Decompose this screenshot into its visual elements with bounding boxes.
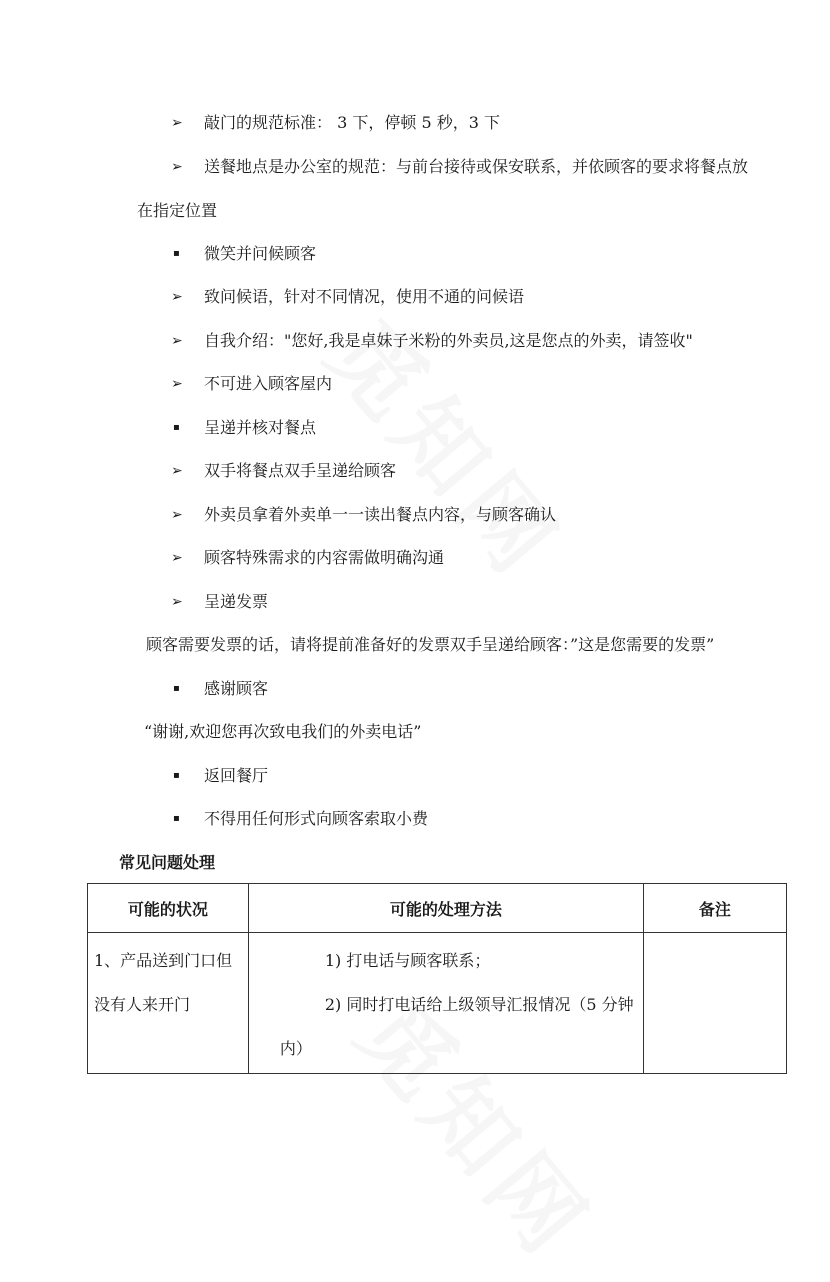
- table-cell: [88, 933, 249, 1074]
- list-item: 不得用任何形式向顾客索取小费: [204, 809, 429, 828]
- arrow-bullet-icon: ➢: [171, 594, 183, 610]
- list-item: 自我介绍："您好,我是卓妹子米粉的外卖员,这是您点的外卖，请签收": [204, 331, 693, 350]
- table-cell: [248, 933, 643, 1074]
- list-item: 顾客特殊需求的内容需做明确沟通: [204, 548, 445, 567]
- paragraph: 顾客需要发票的话，请将提前准备好的发票双手呈递给顾客：”这是您需要的发票”: [146, 635, 715, 654]
- arrow-bullet-icon: ➢: [171, 550, 183, 566]
- section-heading: 常见问题处理: [119, 853, 216, 872]
- cell-text: 1) 打电话与顾客联系；: [324, 951, 491, 970]
- arrow-bullet-icon: ➢: [171, 115, 183, 131]
- list-item: 呈递并核对餐点: [204, 418, 317, 437]
- paragraph: “谢谢,欢迎您再次致电我们的外卖电话”: [144, 722, 422, 741]
- arrow-bullet-icon: ➢: [171, 463, 183, 479]
- list-item: 微笑并问候顾客: [204, 244, 317, 263]
- table-cell: [643, 933, 786, 1074]
- list-item: 外卖员拿着外卖单一一读出餐点内容，与顾客确认: [204, 505, 557, 524]
- list-item: 送餐地点是办公室的规范：与前台接待或保安联系，并依顾客的要求将餐点放: [204, 157, 749, 176]
- list-item: 不可进入顾客屋内: [204, 374, 333, 393]
- cell-text: [644, 933, 786, 941]
- table-header-row: [88, 884, 787, 933]
- list-item: 敲门的规范标准： 3 下，停顿 5 秒，3 下: [204, 113, 500, 132]
- arrow-bullet-icon: ➢: [171, 376, 183, 392]
- square-bullet-icon: ▪: [173, 248, 180, 259]
- list-item: 返回餐厅: [204, 766, 269, 785]
- cell-text: 1、产品送到门口但: [94, 951, 233, 970]
- cell-text: 内）: [279, 1039, 312, 1058]
- square-bullet-icon: ▪: [173, 770, 180, 781]
- faq-table: [87, 883, 787, 1074]
- square-bullet-icon: ▪: [173, 422, 180, 433]
- column-header: 可能的状况: [88, 884, 249, 933]
- list-item: 感谢顾客: [204, 679, 269, 698]
- cell-text: 没有人来开门: [94, 995, 191, 1014]
- square-bullet-icon: ▪: [173, 813, 180, 824]
- list-item: 双手将餐点双手呈递给顾客: [204, 461, 397, 480]
- cell-text: 2) 同时打电话给上级领导汇报情况（5 分钟: [324, 995, 634, 1014]
- paragraph-continuation: 在指定位置: [137, 201, 218, 220]
- arrow-bullet-icon: ➢: [171, 159, 183, 175]
- list-item: 致问候语，针对不同情况，使用不通的问候语: [204, 287, 525, 306]
- column-header: 可能的处理方法: [248, 884, 643, 933]
- arrow-bullet-icon: ➢: [171, 289, 183, 305]
- column-header: 备注: [643, 884, 786, 933]
- square-bullet-icon: ▪: [173, 683, 180, 694]
- arrow-bullet-icon: ➢: [171, 333, 183, 349]
- table-row: [88, 933, 787, 1074]
- list-item: 呈递发票: [204, 592, 269, 611]
- arrow-bullet-icon: ➢: [171, 507, 183, 523]
